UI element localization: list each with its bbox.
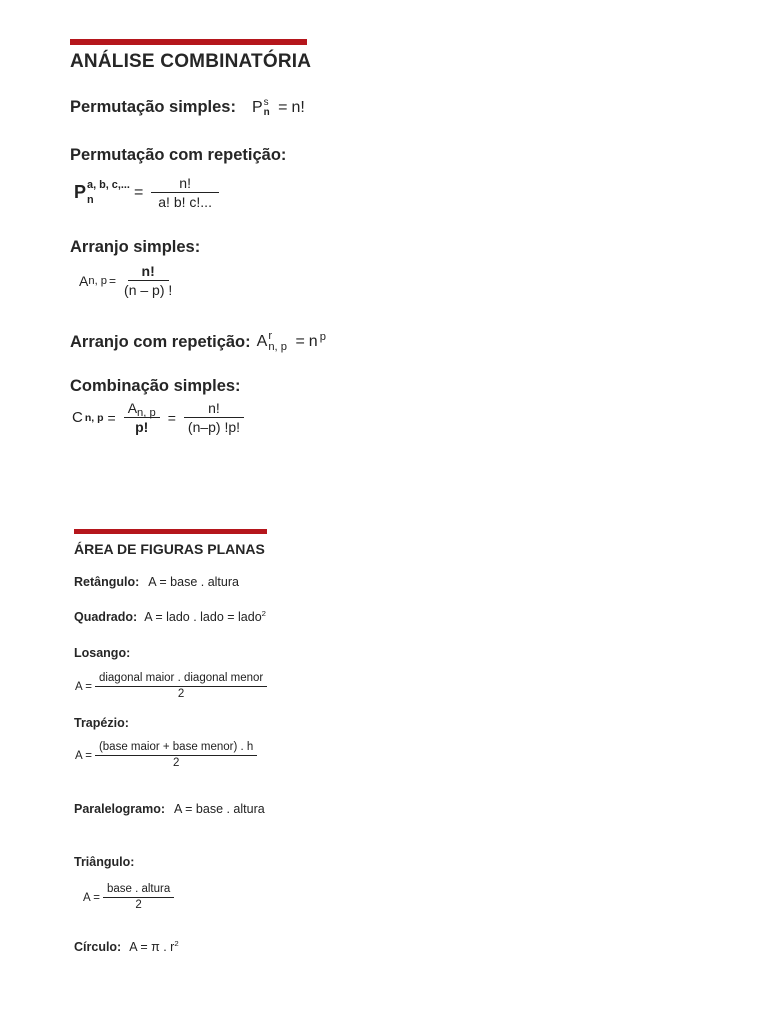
permutacao-repeticao-label: Permutação com repetição: <box>70 146 287 164</box>
paralelogramo-row <box>74 802 265 816</box>
paralelogramo-formula: A = base . altura <box>174 802 265 816</box>
section1-title: ANÁLISE COMBINATÓRIA <box>70 51 312 72</box>
trapezio-label: Trapézio: <box>74 716 129 730</box>
triangulo-label: Triângulo: <box>74 855 135 869</box>
quadrado-row <box>74 610 266 624</box>
permutacao-simples-label: Permutação simples: <box>70 98 236 117</box>
quadrado-formula: A = lado . lado = lado$^2$ <box>144 608 266 624</box>
permutacao-simples-formula: P s n = n! <box>251 97 305 118</box>
combinacao-simples-formula: C n, p = $\frac{A_{n, p}}{p!}$ = $\frac{n!}{(n-p) !p!}$ <box>72 400 248 435</box>
arranjo-simples-label: Arranjo simples: <box>70 238 201 256</box>
circulo-formula: A = π . $r^2$ <box>129 938 179 954</box>
arranjo-simples-formula: A n, p = $\frac{n!}{(n - p) !}$ <box>79 263 173 299</box>
quadrado-label: Quadrado: <box>74 610 138 624</box>
retangulo-row <box>74 575 239 589</box>
triangulo-formula: A = $\frac{\text{base . altura}}{2}$ <box>83 883 178 912</box>
arranjo-repeticao-formula: A r n, p = n $^p$ <box>256 330 326 354</box>
section2-title: ÁREA DE FIGURAS PLANAS <box>74 541 265 557</box>
losango-formula: A = $\frac{\text{diagonal maior . diagonal menor}}{2}$ <box>75 672 271 701</box>
trapezio-formula: A = $\frac{\text{(base maior + base menor) . h}}{2}$ <box>75 741 261 770</box>
losango-label: Losango: <box>74 646 131 660</box>
retangulo-label: Retângulo: <box>74 575 140 589</box>
section1-accent-bar <box>70 39 307 45</box>
arranjo-repeticao-row <box>70 331 326 353</box>
section2-accent-bar <box>74 529 267 534</box>
circulo-row <box>74 940 179 954</box>
retangulo-formula: A = base . altura <box>148 575 239 589</box>
arranjo-repeticao-label: Arranjo com repetição: <box>70 332 251 351</box>
circulo-label: Círculo: <box>74 940 122 954</box>
combinacao-simples-label: Combinação simples: <box>70 377 241 395</box>
permutacao-repeticao-formula: P a, b, c,... n = $\frac{n!}{a! b! c!...}$ <box>74 175 223 210</box>
paralelogramo-label: Paralelogramo: <box>74 802 166 816</box>
permutacao-simples-row <box>70 98 305 118</box>
